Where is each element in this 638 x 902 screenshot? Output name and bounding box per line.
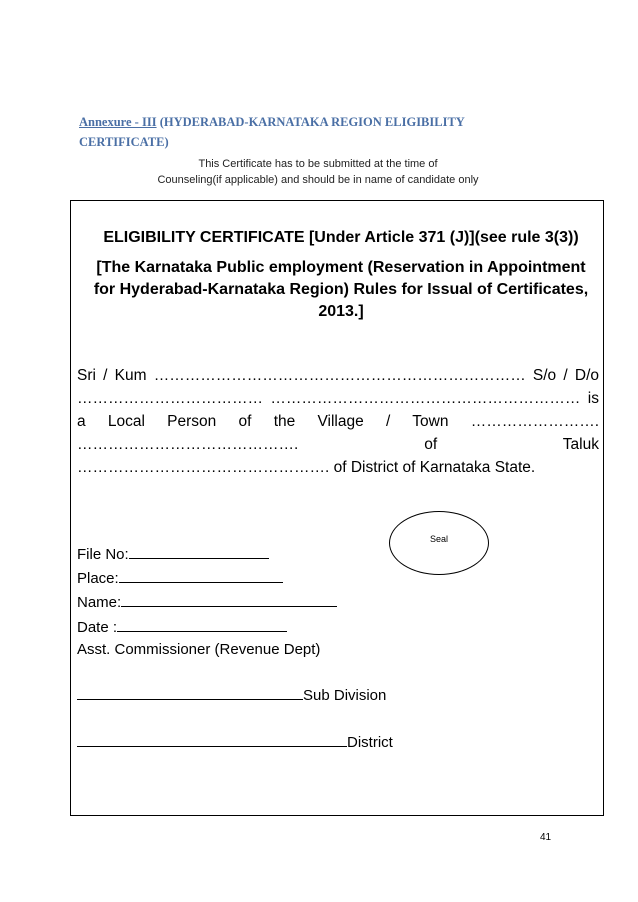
district-line <box>77 732 347 747</box>
sub-division-field <box>77 685 386 706</box>
name-field <box>77 592 337 613</box>
page-number: 41 <box>540 832 552 843</box>
date-label: Date : <box>77 619 118 636</box>
note-line-1: This Certificate has to be submitted at the time of <box>198 158 438 170</box>
certificate-title <box>91 227 591 323</box>
note-line-2: Counseling(if applicable) and should be in name of candidate only <box>157 174 479 186</box>
officer-designation: Asst. Commissioner (Revenue Dept) <box>77 641 321 658</box>
submission-note <box>78 156 558 188</box>
seal-label: Seal <box>429 534 448 544</box>
certificate-body: Sri / Kum ……………………………………………………………… S/o / D/o ……………………………… …………………………………………………… is a Local Person of the Village / Town ……………………. ……………………………………. of Taluk …………………………………………. of District of Karnataka State. <box>77 367 599 476</box>
name-label: Name: <box>77 594 122 611</box>
district-field <box>77 732 393 753</box>
certificate-frame <box>70 200 604 816</box>
sub-division-line <box>77 685 303 700</box>
certificate-title-line-2: [The Karnataka Public employment (Reservation in Appointment for Hyderabad-Karnataka Region) Rules for Issual of Certificates, 2013.] <box>93 259 589 320</box>
annexure-title: (HYDERABAD-KARNATAKA REGION ELIGIBILITY CERTIFICATE) <box>79 115 465 149</box>
certificate-title-line-1: ELIGIBILITY CERTIFICATE [Under Article 371 (J)](see rule 3(3)) <box>103 229 579 246</box>
annexure-heading <box>79 112 519 152</box>
seal-circle <box>389 511 489 575</box>
name-line <box>121 592 337 607</box>
file-no-line <box>129 544 269 559</box>
file-no-field <box>77 544 269 565</box>
place-label: Place: <box>77 570 119 587</box>
district-label: District <box>347 734 393 751</box>
place-field <box>77 568 283 589</box>
date-field <box>77 617 287 638</box>
place-line <box>119 568 283 583</box>
annexure-label: Annexure - III <box>79 115 157 129</box>
file-no-label: File No: <box>77 546 129 563</box>
sub-division-label: Sub Division <box>303 687 387 704</box>
date-line <box>117 617 287 632</box>
